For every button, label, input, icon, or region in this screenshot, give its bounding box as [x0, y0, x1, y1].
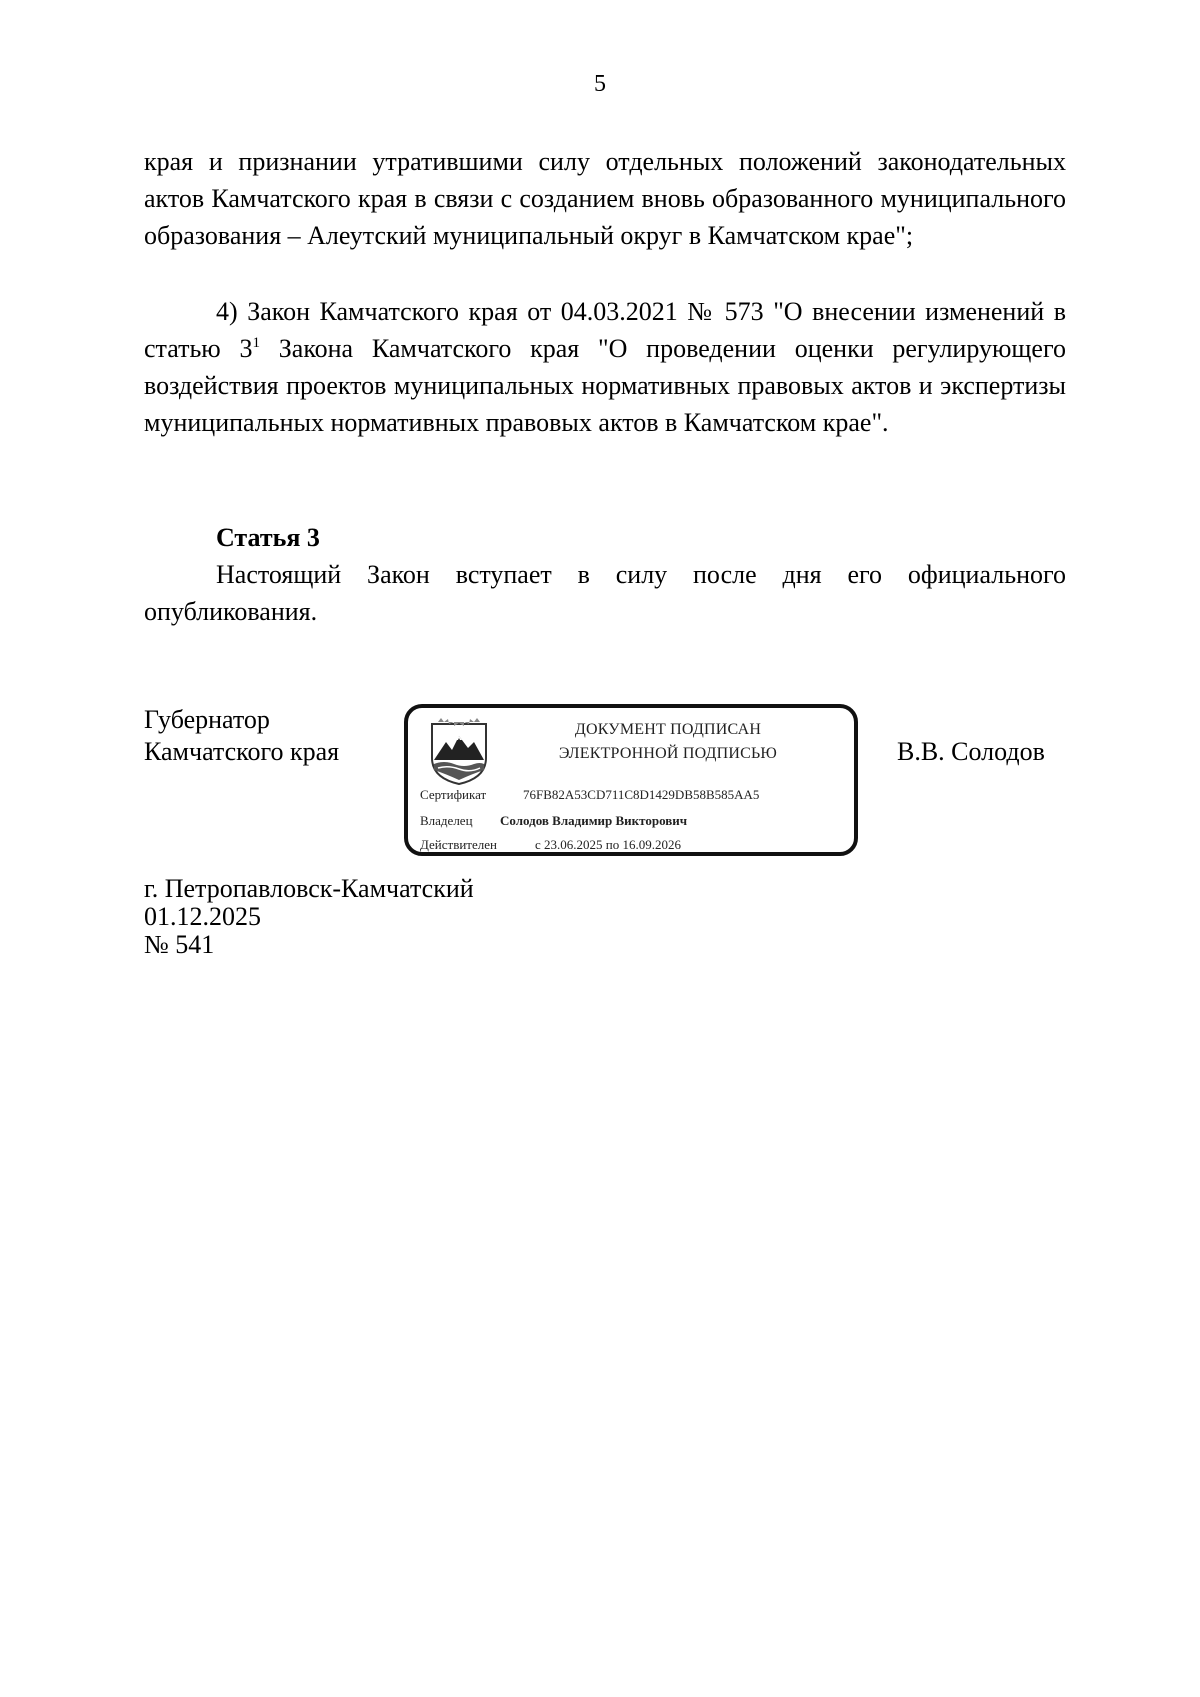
document-footer	[144, 875, 474, 959]
item-4-text-start: 4) Закон Камчатского края от 04.03.2021 № 573 "О внесении изменений в статью 3	[144, 297, 1066, 363]
stamp-title	[498, 718, 838, 766]
signer-position-line-1: Губернатор	[144, 705, 270, 734]
article-3-paragraph: Настоящий Закон вступает в силу после дня его официального опубликования.	[144, 560, 1066, 626]
page-number: 5	[594, 71, 606, 97]
document-date: 01.12.2025	[144, 902, 261, 931]
validity-label: Действителен	[420, 837, 497, 852]
item-4-superscript: 1	[252, 335, 260, 351]
item-4-paragraph	[144, 293, 1066, 441]
stamp-title-line-1: ДОКУМЕНТ ПОДПИСАН	[574, 721, 762, 738]
certificate-value: 76FB82A53CD711C8D1429DB58B585AA5	[523, 787, 760, 802]
document-number: № 541	[144, 930, 215, 959]
stamp-owner-row	[420, 812, 687, 830]
validity-value: с 23.06.2025 по 16.09.2026	[535, 837, 681, 852]
item-4-paragraph-block	[144, 293, 1066, 441]
signer-position	[144, 704, 339, 768]
stamp-validity-row	[420, 836, 681, 854]
electronic-signature-stamp	[404, 704, 858, 856]
item-4-text-end: Закона Камчатского края "О проведении оценки регулирующего воздействия проектов муниципальных нормативных правовых актов и экспертизы муниципальных нормативных правовых актов в Камчатском крае".	[144, 334, 1066, 437]
article-3-heading: Статья 3	[216, 523, 320, 552]
article-3-paragraph-block	[144, 556, 1066, 630]
signer-position-line-2: Камчатского края	[144, 737, 340, 766]
kamchatka-coat-of-arms-icon	[424, 718, 494, 786]
signer-name: В.В. Солодов	[897, 737, 1045, 766]
stamp-title-line-2: ЭЛЕКТРОННОЙ ПОДПИСЬЮ	[558, 745, 778, 762]
stamp-certificate-row	[420, 786, 759, 804]
owner-value: Солодов Владимир Викторович	[500, 813, 688, 828]
owner-label: Владелец	[420, 813, 473, 828]
city: г. Петропавловск-Камчатский	[144, 874, 474, 903]
certificate-label: Сертификат	[420, 787, 487, 802]
continuation-paragraph: края и признании утратившими силу отдельных положений законодательных актов Камчатского края в связи с созданием вновь образованного муниципального образования – Алеутский муниципальный округ в Камчатском крае";	[144, 147, 1066, 250]
continuation-paragraph-block	[144, 143, 1066, 254]
